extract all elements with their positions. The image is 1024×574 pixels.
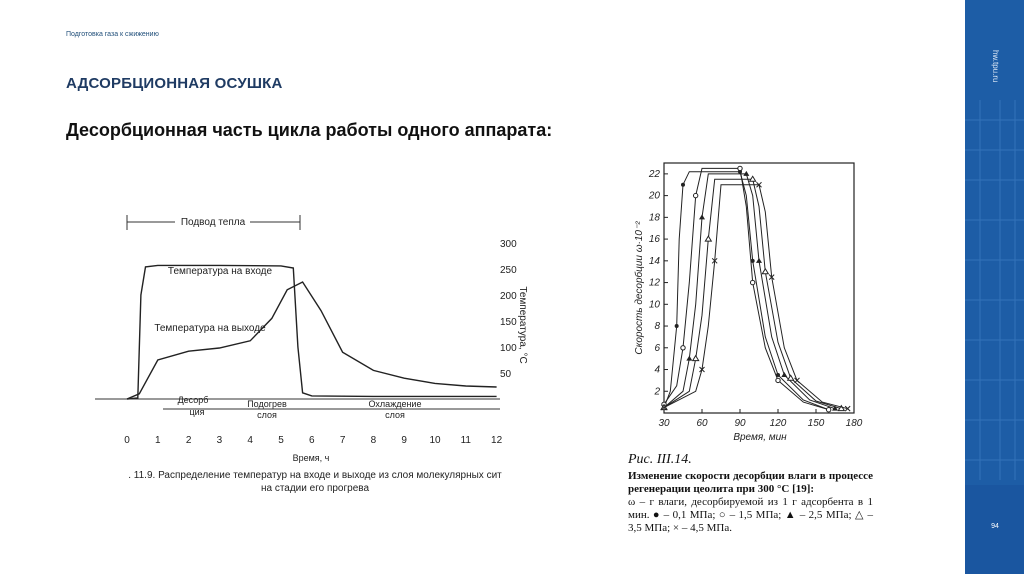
site-label[interactable]: hw.tpu.ru [991, 50, 1000, 83]
y-tick-label: 100 [500, 343, 517, 354]
data-point [795, 378, 800, 383]
desorption-rate-chart [630, 158, 870, 448]
right-figure-title: Изменение скорости десорбции влаги в процессе регенерации цеолита при 300 °С [19]: [628, 470, 873, 495]
breadcrumb: Подготовка газа к сжижению [66, 31, 159, 38]
inlet-label: Температура на входе [167, 266, 273, 277]
x-tick-label: 30 [658, 418, 670, 429]
y-tick-label: 18 [648, 212, 660, 224]
desorption-curve-4 [664, 179, 841, 408]
data-point [686, 356, 692, 361]
data-point [699, 214, 705, 219]
y-tick-label: 150 [500, 317, 517, 328]
y-tick-label: 22 [648, 168, 660, 180]
page-number: 94 [991, 523, 999, 530]
slide-heading: Десорбционная часть цикла работы одного аппарата: [66, 120, 553, 140]
x-tick-label: 150 [807, 418, 825, 429]
stage-heating-label-2: слоя [257, 410, 277, 420]
y-tick-label: 50 [500, 369, 512, 380]
desorption-curve-2 [664, 168, 829, 409]
desorption-curve-3 [664, 174, 835, 409]
x-tick-label: 9 [401, 435, 407, 446]
x-tick-label: 0 [124, 435, 130, 446]
data-point [738, 166, 742, 170]
y-tick-label: 2 [654, 386, 660, 398]
data-point [781, 372, 787, 377]
outlet-temperature-line [127, 282, 497, 399]
stage-cooling-label-2: слоя [385, 410, 405, 420]
y-tick-label: 8 [654, 321, 660, 333]
stage-heating-label-1: Подогрев [247, 399, 287, 409]
x-tick-label: 90 [734, 418, 746, 429]
x-tick-label: 1 [155, 435, 161, 446]
y-tick-label: 200 [500, 291, 517, 302]
left-figure-caption [95, 469, 535, 495]
data-point [681, 346, 685, 350]
y-axis-title: Скорость десорбции ω·10⁻² [634, 221, 645, 355]
x-tick-label: 4 [247, 435, 253, 446]
x-axis-title: Время, мин [733, 432, 787, 443]
data-point [705, 236, 711, 241]
right-figure-note: ω – г влаги, десорбируемой из 1 г адсорбента в 1 мин. ● – 0,1 МПа; ○ – 1,5 МПа; ▲ – 2,5 МПа; △ – 3,5 МПа; × – 4,5 МПа. [628, 496, 873, 534]
x-tick-label: 2 [185, 435, 192, 446]
x-axis-title: Время, ч [292, 453, 330, 463]
outlet-label: Температура на выходе [154, 323, 266, 334]
y-tick-label: 16 [648, 234, 660, 246]
stage-desorption-label-1: Десорб [177, 395, 209, 405]
right-figure-caption [628, 452, 873, 535]
stage-desorption-label-2: ция [189, 407, 205, 417]
data-point [693, 356, 699, 361]
y-tick-label: 20 [648, 190, 660, 202]
data-point [743, 171, 749, 176]
y-tick-label: 12 [648, 277, 660, 289]
x-tick-label: 60 [696, 418, 708, 429]
data-point [826, 408, 830, 412]
stage-cooling-label-1: Охлаждение [368, 399, 422, 409]
x-tick-label: 6 [309, 435, 315, 446]
x-tick-label: 8 [370, 435, 377, 446]
section-title: АДСОРБЦИОННАЯ ОСУШКА [66, 75, 283, 92]
data-point [776, 378, 780, 382]
y-tick-label: 4 [654, 364, 660, 376]
heat-supply-label: Подвод тепла [180, 217, 246, 228]
x-tick-label: 180 [845, 418, 863, 429]
x-tick-label: 11 [460, 435, 471, 446]
right-figure-id: Рис. III.14. [628, 452, 692, 467]
y-tick-label: 14 [648, 255, 660, 267]
x-tick-label: 7 [339, 435, 346, 446]
x-tick-label: 10 [429, 435, 441, 446]
data-point [693, 193, 697, 197]
y-tick-label: 250 [500, 265, 517, 276]
x-tick-label: 3 [216, 435, 223, 446]
temperature-chart [95, 210, 535, 500]
x-tick-label: 120 [769, 418, 787, 429]
data-point [675, 324, 679, 328]
data-point [750, 280, 754, 284]
data-point [681, 183, 685, 187]
x-tick-label: 5 [278, 435, 284, 446]
data-point [756, 258, 762, 263]
left-caption-line-2: на стадии его прогрева [260, 483, 370, 494]
y-axis-title: Температура, °С [517, 286, 528, 364]
y-tick-label: 10 [648, 299, 660, 311]
x-tick-label: 12 [491, 435, 503, 446]
data-point [788, 375, 794, 380]
y-tick-label: 6 [654, 342, 660, 354]
data-point [762, 269, 768, 274]
left-caption-line-1: . 11.9. Распределение температур на входе и выходе из слоя молекулярных сит [128, 470, 502, 481]
y-tick-label: 300 [500, 239, 517, 250]
